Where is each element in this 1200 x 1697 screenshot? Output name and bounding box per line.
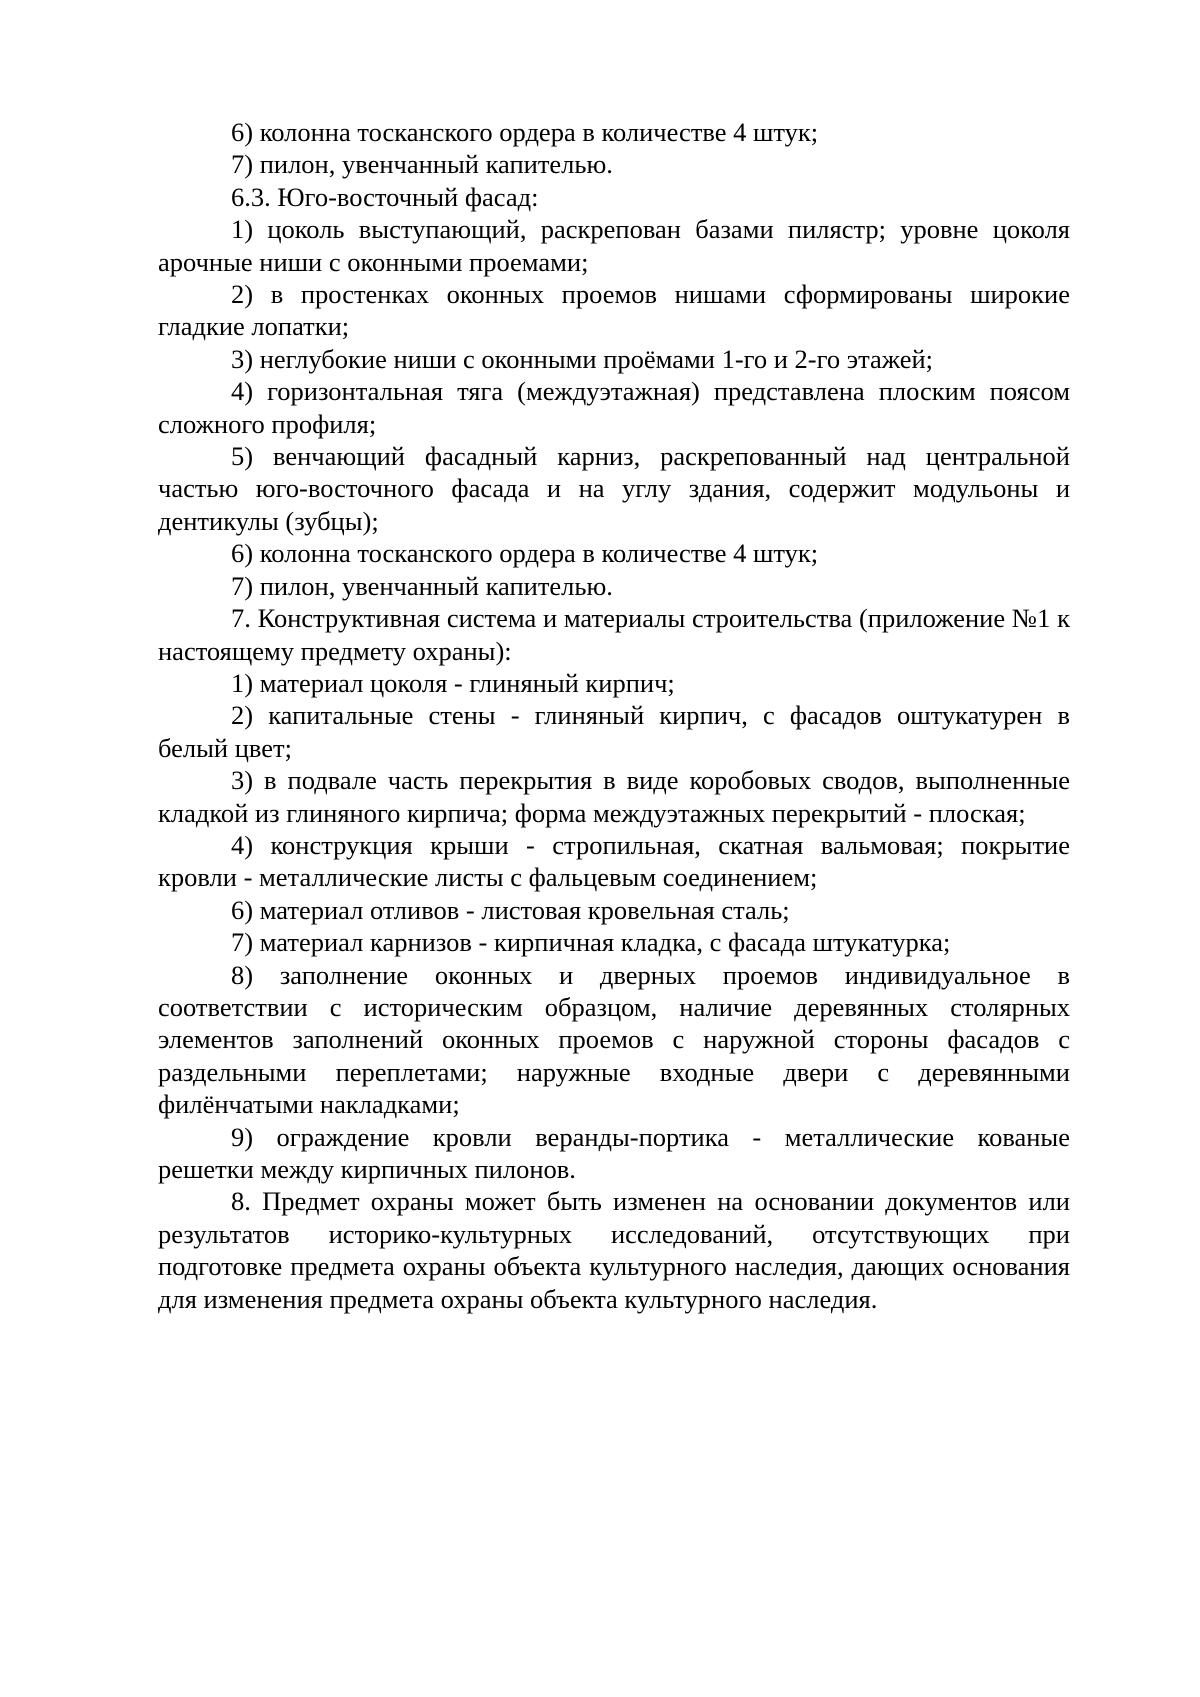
paragraph-basement-vaults: 3) в подвале часть перекрытия в виде коробовых сводов, выполненные кладкой из глиняного кирпича; форма междуэтажных перекрытий - плоская;: [158, 765, 1070, 828]
paragraph-pylon-1: 7) пилон, увенчанный капителью.: [231, 149, 613, 180]
paragraph-plinth-material: 1) материал цоколя - глиняный кирпич;: [231, 667, 675, 698]
paragraph-niches: 3) неглубокие ниши с оконными проёмами 1-го и 2-го этажей;: [231, 343, 934, 374]
paragraph-walls: 2) капитальные стены - глиняный кирпич, с фасадов оштукатурен в белый цвет;: [158, 700, 1070, 763]
section-heading-structural-system: 7. Конструктивная система и материалы строительства (приложение №1 к настоящему предмету охраны):: [158, 603, 1070, 666]
paragraph-cornice-material: 7) материал карнизов - кирпичная кладка, с фасада штукатурка;: [231, 927, 951, 958]
paragraph-pylon-2: 7) пилон, увенчанный капителью.: [231, 570, 613, 601]
paragraph-string-course: 4) горизонтальная тяга (междуэтажная) представлена плоским поясом сложного профиля;: [158, 376, 1070, 439]
paragraph-columns-1: 6) колонна тосканского ордера в количестве 4 штук;: [231, 117, 819, 147]
paragraph-columns-2: 6) колонна тосканского ордера в количестве 4 штук;: [231, 538, 819, 569]
paragraph-piers: 2) в простенках оконных проемов нишами сформированы широкие гладкие лопатки;: [158, 279, 1070, 342]
paragraph-roof: 4) конструкция крыши - стропильная, скатная вальмовая; покрытие кровли - металлические листы с фальцевым соединением;: [158, 829, 1070, 893]
section-heading-southeast-facade: 6.3. Юго-восточный фасад:: [231, 181, 539, 212]
document-text: [158, 116, 1070, 1315]
paragraph-plinth: 1) цоколь выступающий, раскрепован базами пилястр; уровне цоколя арочные ниши с оконными проемами;: [158, 214, 1070, 277]
paragraph-window-door-fill: 8) заполнение оконных и дверных проемов индивидуальное в соответствии с историческим образцом, наличие деревянных столярных элементов заполнений оконных проемов с наружной стороны фасадов с раздельными переплетами; наружные входные двери с деревянными филёнчатыми накладками;: [158, 959, 1070, 1120]
paragraph-drip-edges: 6) материал отливов - листовая кровельная сталь;: [231, 894, 790, 925]
paragraph-cornice: 5) венчающий фасадный карниз, раскрепованный над центральной частью юго-восточного фасада и на углу здания, содержит модульоны и дентикулы (зубцы);: [158, 441, 1070, 536]
paragraph-roof-railing: 9) ограждение кровли веранды-портика - металлические кованые решетки между кирпичных пилонов.: [158, 1121, 1070, 1184]
paragraph-subject-change: 8. Предмет охраны может быть изменен на основании документов или результатов историко-культурных исследований, отсутствующих при подготовке предмета охраны объекта культурного наследия, дающих основания для изменения предмета охраны объекта культурного наследия.: [158, 1186, 1070, 1314]
